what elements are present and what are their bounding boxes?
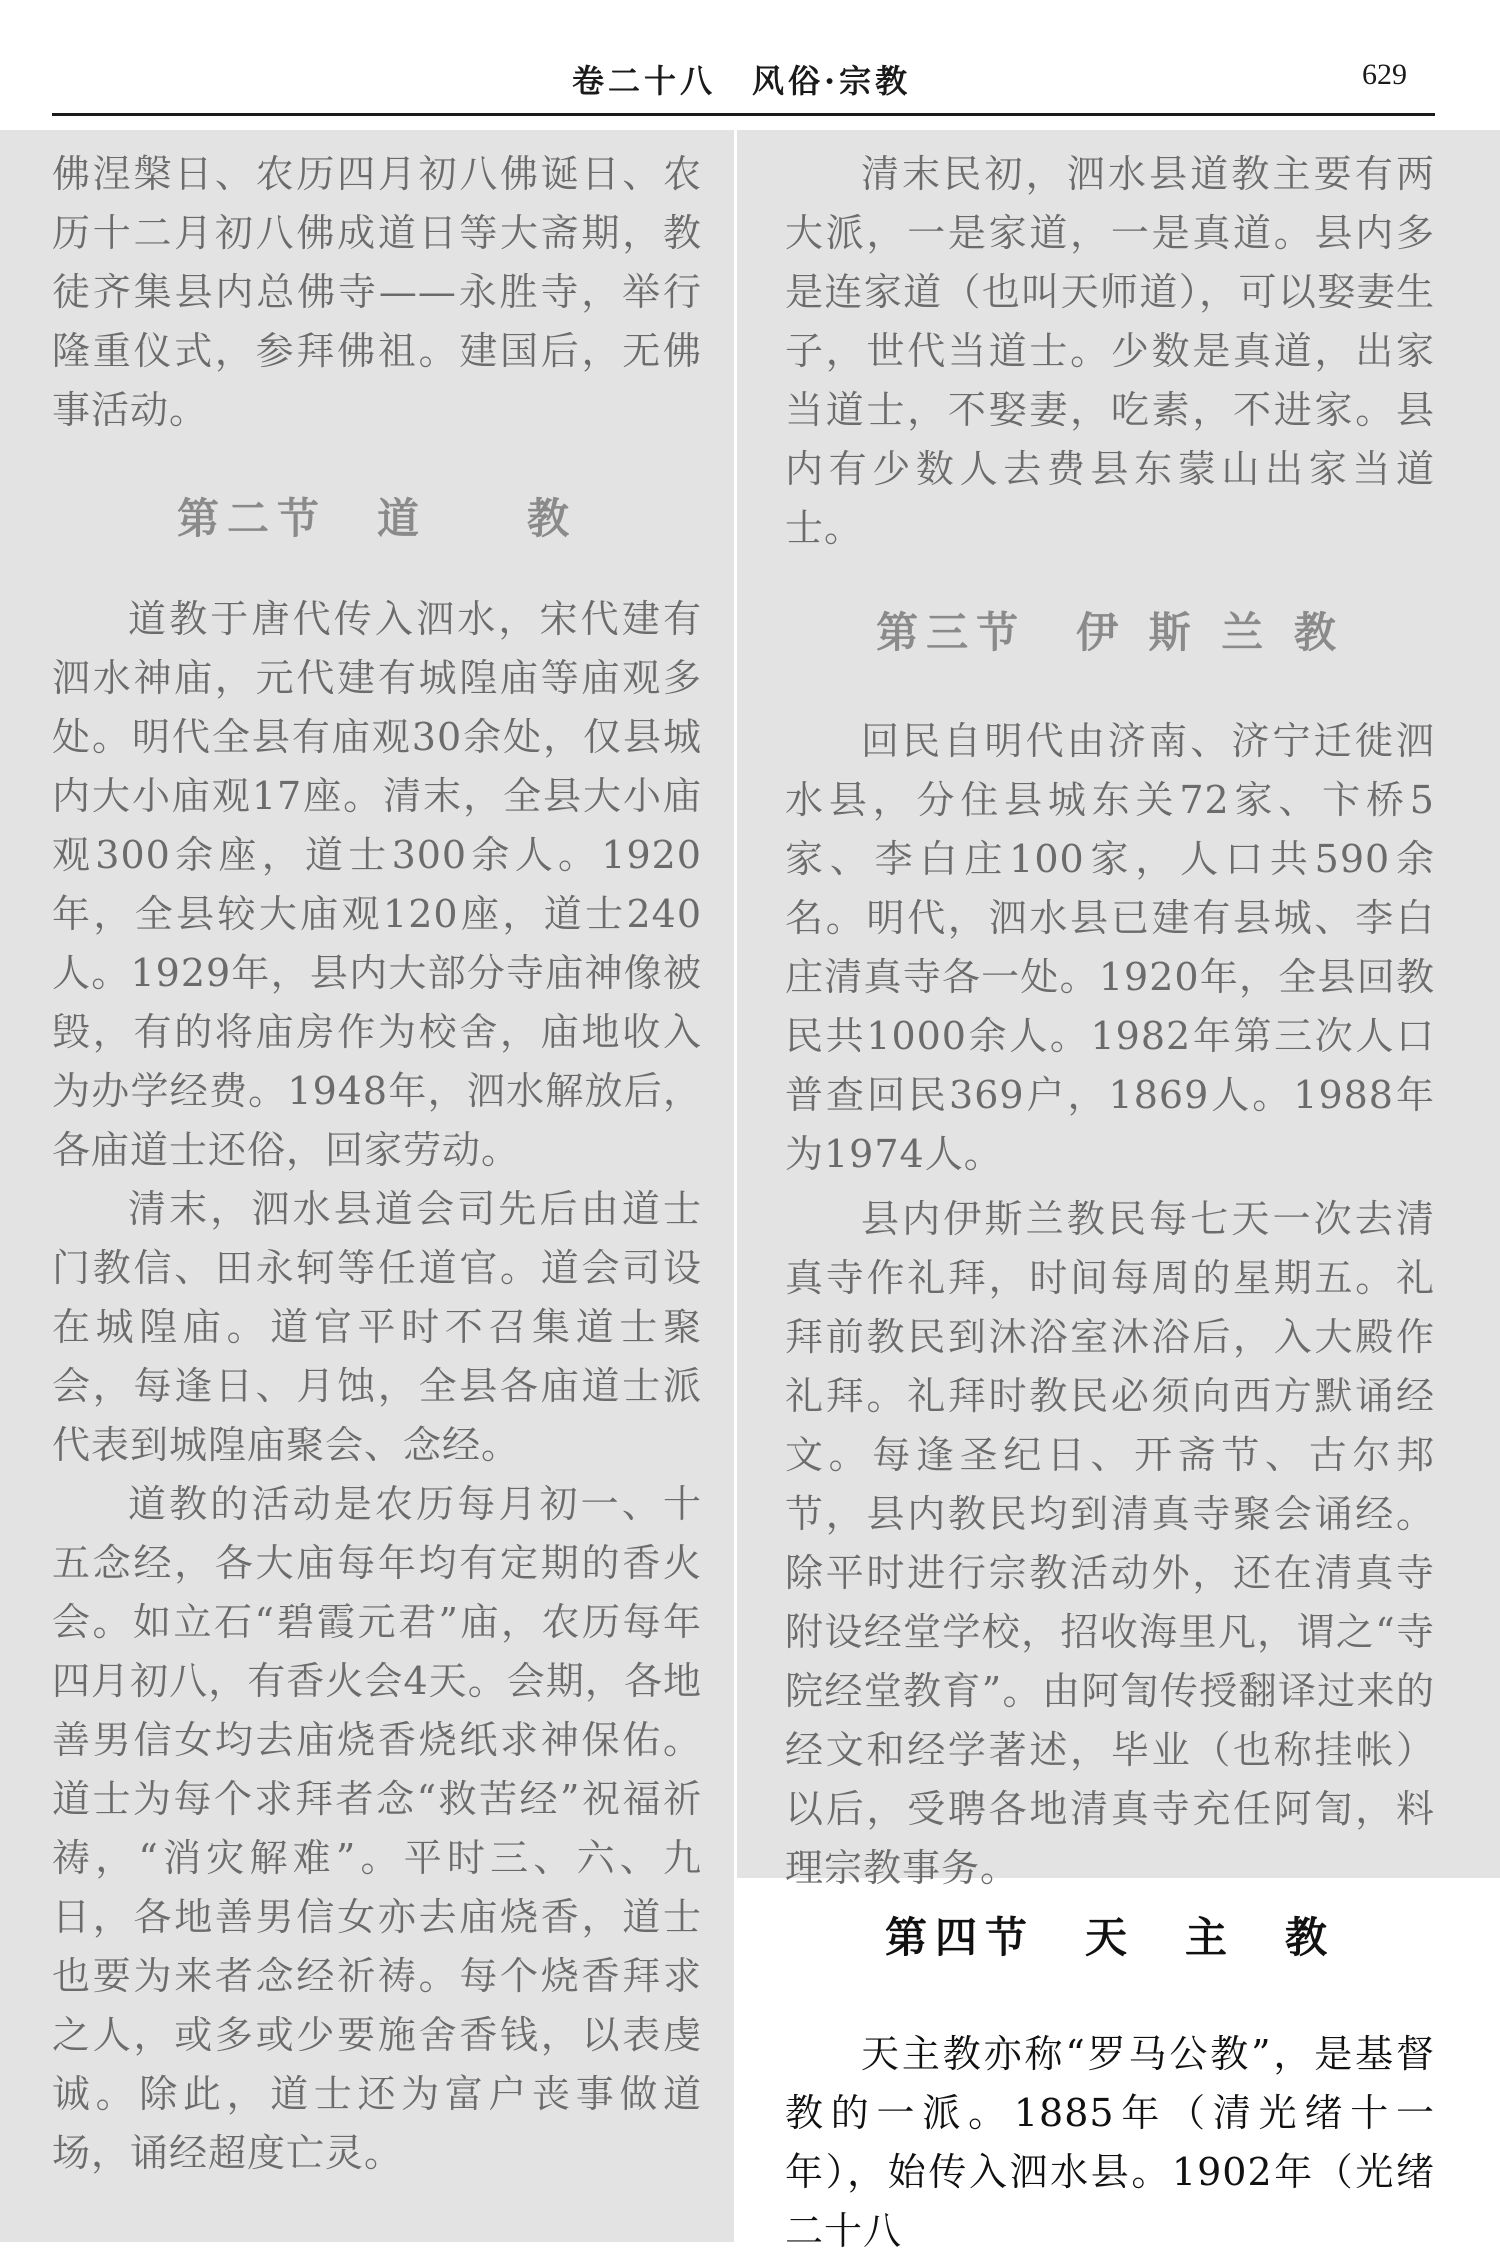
right-intro-paragraph: 清末民初，泗水县道教主要有两大派，一是家道，一是真道。县内多是连家道（也叫天师道），可以娶妻生子，世代当道士。少数是真道，出家当道士，不娶妻，吃素，不进家。县内有少数人去费县东蒙山出家当道士。 — [785, 152, 1435, 550]
section-title-taoism: 第二节 道 教 — [176, 494, 577, 543]
taoism-paragraph-3: 道教的活动是农历每月初一、十五念经，各大庙每年均有定期的香火会。如立石“碧霞元君”庙，农历每年四月初八，有香火会4天。会期，各地善男信女均去庙烧香烧纸求神保佑。道士为每个求拜者念“救苦经”祝福祈祷，“消灾解难”。平时三、六、九日，各地善男信女亦去庙烧香，道士也要为来者念经祈祷。每个烧香拜求之人，或多或少要施舍香钱，以表虔诚。除此，道士还为富户丧事做道场，诵经超度亡灵。 — [52, 1482, 702, 2175]
taoism-paragraph-2: 清末，泗水县道会司先后由道士门教信、田永轲等任道官。道会司设在城隍庙。道官平时不召集道士聚会，每逢日、月蚀，全县各庙道士派代表到城隍庙聚会、念经。 — [52, 1187, 702, 1467]
section-title-catholicism: 第四节 天 主 教 — [884, 1913, 1335, 1962]
islam-paragraph-1: 回民自明代由济南、济宁迁徙泗水县，分住县城东关72家、卞桥5家、李白庄100家，人口共590余名。明代，泗水县已建有县城、李白庄清真寺各一处。1920年，全县回教民共1000余人。1982年第三次人口普查回民369户，1869人。1988年为1974人。 — [785, 719, 1435, 1176]
page-header — [52, 50, 1435, 120]
taoism-paragraph-1: 道教于唐代传入泗水，宋代建有泗水神庙，元代建有城隍庙等庙观多处。明代全县有庙观30余处，仅县城内大小庙观17座。清末，全县大小庙观300余座，道士300余人。1920年，全县较大庙观120座，道士240人。1929年，县内大部分寺庙神像被毁，有的将庙房作为校舍，庙地收入为办学经费。1948年，泗水解放后，各庙道士还俗，回家劳动。 — [52, 597, 702, 1172]
left-column — [52, 145, 702, 2183]
running-title: 卷二十八 风俗·宗教 — [572, 62, 912, 100]
catholicism-section — [785, 1905, 1435, 2261]
right-column — [785, 145, 1435, 1898]
header-rule — [52, 113, 1435, 116]
section-title-islam: 第三节 伊 斯 兰 教 — [876, 608, 1344, 657]
catholicism-paragraph: 天主教亦称“罗马公教”，是基督教的一派。1885年（清光绪十一年），始传入泗水县。1902年（光绪二十八 — [785, 2032, 1435, 2253]
left-intro-paragraph: 佛涅槃日、农历四月初八佛诞日、农历十二月初八佛成道日等大斋期，教徒齐集县内总佛寺——永胜寺，举行隆重仪式，参拜佛祖。建国后，无佛事活动。 — [52, 152, 702, 432]
islam-paragraph-2: 县内伊斯兰教民每七天一次去清真寺作礼拜，时间每周的星期五。礼拜前教民到沐浴室沐浴后，入大殿作礼拜。礼拜时教民必须向西方默诵经文。每逢圣纪日、开斋节、古尔邦节，县内教民均到清真寺聚会诵经。除平时进行宗教活动外，还在清真寺附设经堂学校，招收海里凡，谓之“寺院经堂教育”。由阿訇传授翻译过来的经文和经学著述，毕业（也称挂帐）以后，受聘各地清真寺充任阿訇，料理宗教事务。 — [785, 1197, 1435, 1890]
page-number: 629 — [1362, 58, 1407, 91]
